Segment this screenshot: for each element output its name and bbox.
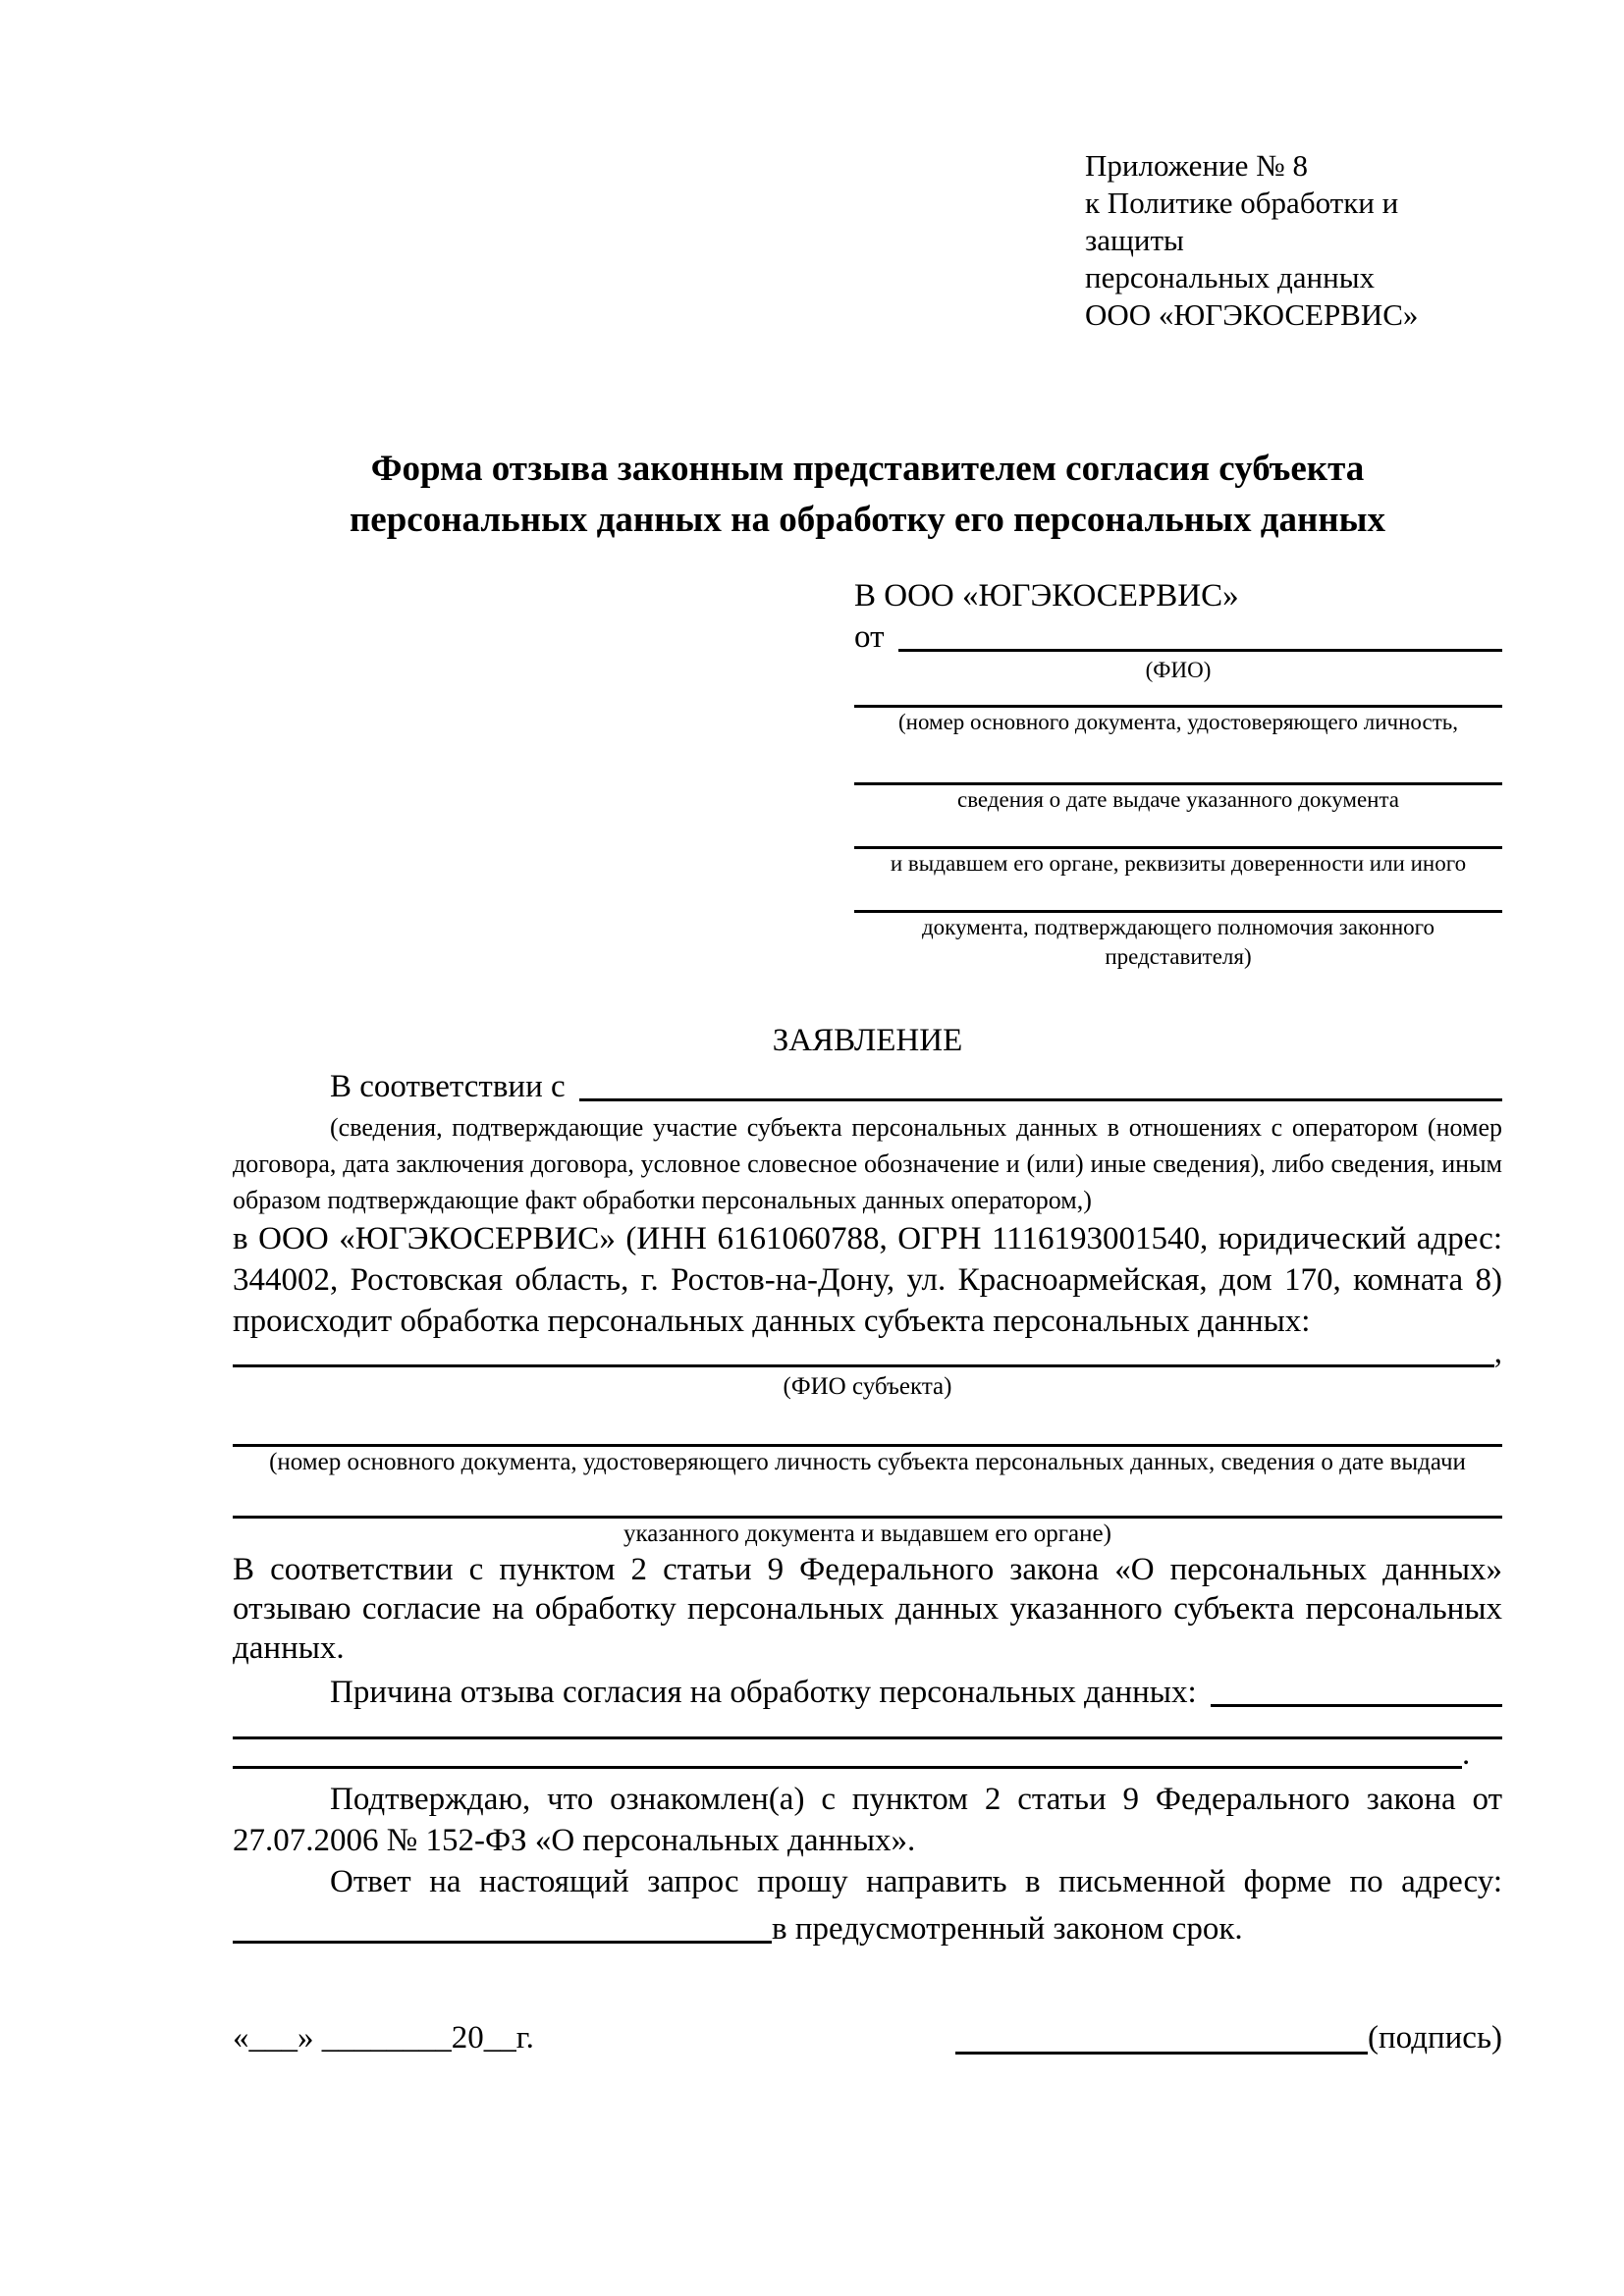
date-line: «___» ________20__г. xyxy=(233,2020,534,2056)
signature-footer xyxy=(233,2016,1502,2059)
appendix-line: персональных данных xyxy=(1085,260,1376,294)
appendix-line: к Политике обработки и защиты xyxy=(1085,186,1399,257)
reason-blank-line-3 xyxy=(233,1736,1502,1773)
intro-row xyxy=(233,1060,1502,1105)
doc-blank-line xyxy=(854,815,1502,849)
signature-blank-line xyxy=(955,2052,1368,2055)
fio-caption: (ФИО) xyxy=(1145,658,1212,682)
title-line-2: персональных данных на обработку его персональных данных xyxy=(349,500,1385,540)
signature-block xyxy=(955,2016,1502,2059)
subject-fio-blank-line xyxy=(233,1364,1494,1367)
title-line-1: Форма отзыва законным представителем согласия субъекта xyxy=(370,449,1365,489)
trailing-period: . xyxy=(1462,1736,1471,1772)
from-label: от xyxy=(854,619,885,655)
intro-label: В соответствии с xyxy=(330,1069,566,1104)
subject-fio-row xyxy=(233,1335,1502,1371)
appendix-line: ООО «ЮГЭКОСЕРВИС» xyxy=(1085,297,1419,332)
addressee-block xyxy=(854,575,1502,972)
subject-doc-caption-1: (номер основного документа, удостоверяющего личность субъекта персональных данных, сведения о дате выдачи xyxy=(269,1449,1466,1475)
reply-address-row xyxy=(233,1902,1502,1948)
doc-caption: и выдавшем его органе, реквизиты доверенности или иного xyxy=(890,851,1467,876)
subject-doc-blank-line xyxy=(233,1416,1502,1447)
operator-paragraph: в ООО «ЮГЭКОСЕРВИС» (ИНН 6161060788, ОГРН 1116193001540, юридический адрес: 344002, Ростовская область, г. Ростов-на-Дону, ул. Красноармейская, дом 170, комната 8) происходит обработка персональных данных субъекта персональных данных: xyxy=(233,1221,1502,1339)
document-title xyxy=(233,444,1502,546)
reason-blank-line xyxy=(1211,1704,1502,1707)
subject-doc-caption-2: указанного документа и выдавшем его органе) xyxy=(623,1521,1111,1547)
doc-caption: (номер основного документа, удостоверяющего личность, xyxy=(897,710,1458,734)
from-row xyxy=(854,616,1502,656)
subject-doc-blank-line xyxy=(233,1488,1502,1519)
doc-blank-line xyxy=(854,737,1502,785)
intro-blank-line xyxy=(579,1098,1502,1101)
doc-blank-line xyxy=(854,879,1502,913)
blank-line xyxy=(233,1766,1462,1769)
reason-row xyxy=(233,1668,1502,1711)
fio-blank-line xyxy=(898,649,1503,652)
appendix-block xyxy=(1085,147,1502,334)
reason-label: Причина отзыва согласия на обработку персональных данных: xyxy=(330,1675,1197,1710)
addressee-to: В ООО «ЮГЭКОСЕРВИС» xyxy=(854,578,1239,614)
doc-blank-line xyxy=(854,685,1502,708)
reply-suffix: в предусмотренный законом срок. xyxy=(772,1911,1243,1947)
doc-caption: сведения о дате выдаче указанного документа xyxy=(956,787,1400,812)
trailing-comma: , xyxy=(1493,1335,1502,1370)
appendix-line: Приложение № 8 xyxy=(1085,148,1308,183)
confirm-paragraph: Подтверждаю, что ознакомлен(а) с пунктом 2 статьи 9 Федерального закона от 27.07.2006 № 152-ФЗ «О персональных данных». xyxy=(233,1782,1502,1858)
reply-paragraph: Ответ на настоящий запрос прошу направить в письменной форме по адресу: xyxy=(330,1864,1502,1899)
reason-blank-line-2 xyxy=(233,1711,1502,1739)
small-note: (сведения, подтверждающие участие субъекта персональных данных в отношениях с оператором (номер договора, дата заключения договора, условное словесное обозначение и (или) иные сведения), либо сведения, иным образом подтверждающие факт обработки персональных данных оператором,) xyxy=(233,1113,1502,1214)
doc-caption: документа, подтверждающего полномочия законного представителя) xyxy=(921,915,1435,969)
signature-caption: (подпись) xyxy=(1368,2020,1502,2056)
subject-fio-caption: (ФИО субъекта) xyxy=(783,1373,952,1400)
law-paragraph: В соответствии с пунктом 2 статьи 9 Федерального закона «О персональных данных» отзываю согласие на обработку персональных данных указанного субъекта персональных данных. xyxy=(233,1552,1502,1666)
statement-heading: ЗАЯВЛЕНИЕ xyxy=(772,1023,963,1058)
address-blank-line xyxy=(233,1941,772,1944)
